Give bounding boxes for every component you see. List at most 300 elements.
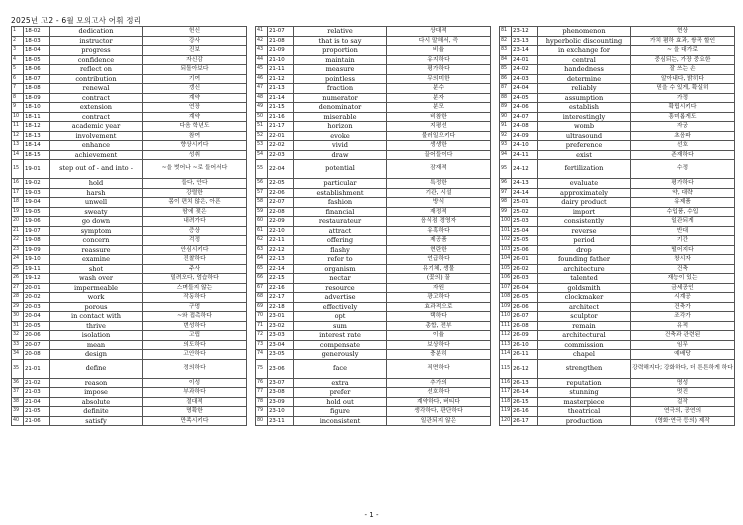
vocab-row	[256, 388, 491, 398]
vocab-row	[500, 340, 735, 350]
english-word: reassure	[50, 245, 143, 255]
item-code: 22-02	[268, 141, 294, 151]
row-number: 100	[500, 217, 512, 227]
item-code: 24-13	[512, 179, 538, 189]
english-word: consistently	[538, 217, 631, 227]
english-word: satisfy	[50, 416, 143, 426]
korean-meaning: 강렬한	[143, 188, 247, 198]
vocab-row	[12, 74, 247, 84]
row-number: 103	[500, 245, 512, 255]
row-number: 94	[500, 150, 512, 160]
korean-meaning: 잘 쓰는 손	[631, 65, 735, 75]
vocab-row	[12, 283, 247, 293]
row-number: 58	[256, 198, 268, 208]
row-number: 28	[12, 293, 24, 303]
item-code: 18-04	[24, 46, 50, 56]
row-number: 87	[500, 84, 512, 94]
korean-meaning: 평가하다	[387, 65, 491, 75]
english-word: renewal	[50, 84, 143, 94]
row-number: 57	[256, 188, 268, 198]
english-word: organism	[294, 264, 387, 274]
korean-meaning: 현란한	[387, 245, 491, 255]
vocab-row	[256, 331, 491, 341]
row-number: 110	[500, 312, 512, 322]
korean-meaning: 건축가	[631, 302, 735, 312]
korean-meaning: 시계공	[631, 293, 735, 303]
vocab-row	[500, 198, 735, 208]
row-number: 73	[256, 340, 268, 350]
english-word: enhance	[50, 141, 143, 151]
korean-meaning: 건축	[631, 264, 735, 274]
english-word: advertise	[294, 293, 387, 303]
item-code: 24-01	[512, 55, 538, 65]
row-number: 113	[500, 340, 512, 350]
korean-meaning: 강력해지다; 강화하다, 더 튼튼하게 하다	[631, 359, 735, 378]
korean-meaning: 되돌아보다	[143, 65, 247, 75]
vocab-row	[12, 217, 247, 227]
row-number: 102	[500, 236, 512, 246]
vocab-row	[12, 340, 247, 350]
vocab-row	[500, 302, 735, 312]
row-number: 111	[500, 321, 512, 331]
english-word: symptom	[50, 226, 143, 236]
row-number: 20	[12, 217, 24, 227]
row-number: 106	[500, 274, 512, 284]
vocab-row	[500, 321, 735, 331]
row-number: 22	[12, 236, 24, 246]
row-number: 49	[256, 103, 268, 113]
english-word: hyperbolic discounting	[538, 36, 631, 46]
vocab-row	[256, 264, 491, 274]
vocab-row	[256, 84, 491, 94]
row-number: 98	[500, 198, 512, 208]
item-code: 26-12	[512, 359, 538, 378]
english-word: resource	[294, 283, 387, 293]
item-code: 24-04	[512, 84, 538, 94]
vocab-row	[256, 302, 491, 312]
vocab-row	[12, 93, 247, 103]
vocab-row	[256, 217, 491, 227]
row-number: 85	[500, 65, 512, 75]
vocab-row	[256, 378, 491, 388]
vocab-row	[500, 65, 735, 75]
vocab-table	[499, 26, 735, 426]
row-number: 82	[500, 36, 512, 46]
korean-meaning: 존재하다	[631, 150, 735, 160]
item-code: 22-05	[268, 179, 294, 189]
korean-meaning: 진찰하다	[143, 255, 247, 265]
item-code: 21-02	[24, 378, 50, 388]
row-number: 60	[256, 217, 268, 227]
item-code: 20-05	[24, 321, 50, 331]
row-number: 54	[256, 150, 268, 160]
row-number: 5	[12, 65, 24, 75]
row-number: 39	[12, 407, 24, 417]
vocab-row	[500, 207, 735, 217]
korean-meaning: 잠재적	[387, 160, 491, 179]
row-number: 108	[500, 293, 512, 303]
english-word: offering	[294, 236, 387, 246]
korean-meaning: 약, 대략	[631, 188, 735, 198]
korean-meaning: 의도하다	[143, 340, 247, 350]
item-code: 21-01	[24, 359, 50, 378]
item-code: 24-10	[512, 141, 538, 151]
vocab-row	[12, 274, 247, 284]
korean-meaning: 비참한	[387, 112, 491, 122]
korean-meaning: 임무	[631, 340, 735, 350]
korean-meaning: 연극의, 공연의	[631, 407, 735, 417]
row-number: 107	[500, 283, 512, 293]
korean-meaning: 유지하다	[387, 55, 491, 65]
item-code: 21-07	[268, 27, 294, 37]
item-code: 23-09	[268, 397, 294, 407]
korean-meaning: 계약	[143, 93, 247, 103]
vocab-row	[256, 350, 491, 360]
english-word: draw	[294, 150, 387, 160]
korean-meaning: 선호하다	[387, 388, 491, 398]
english-word: architect	[538, 302, 631, 312]
item-code: 18-08	[24, 84, 50, 94]
row-number: 15	[12, 160, 24, 179]
vocab-row	[500, 36, 735, 46]
row-number: 70	[256, 312, 268, 322]
item-code: 22-06	[268, 188, 294, 198]
korean-meaning: 조각가	[631, 312, 735, 322]
row-number: 104	[500, 255, 512, 265]
row-number: 97	[500, 188, 512, 198]
vocab-row	[256, 141, 491, 151]
row-number: 68	[256, 293, 268, 303]
english-word: financial	[294, 207, 387, 217]
vocab-row	[12, 103, 247, 113]
korean-meaning: 이성	[143, 378, 247, 388]
row-number: 92	[500, 131, 512, 141]
english-word: step out of - and into -	[50, 160, 143, 179]
item-code: 21-17	[268, 122, 294, 132]
korean-meaning: 현상	[631, 27, 735, 37]
english-word: impose	[50, 388, 143, 398]
english-word: approximately	[538, 188, 631, 198]
vocab-row	[12, 122, 247, 132]
vocab-row	[256, 46, 491, 56]
korean-meaning: 유혹하다	[387, 226, 491, 236]
english-word: compensate	[294, 340, 387, 350]
row-number: 93	[500, 141, 512, 151]
vocab-row	[256, 93, 491, 103]
vocab-row	[12, 302, 247, 312]
row-number: 59	[256, 207, 268, 217]
korean-meaning: 비율	[387, 46, 491, 56]
item-code: 18-13	[24, 131, 50, 141]
item-code: 20-07	[24, 340, 50, 350]
vocab-column-3	[499, 26, 735, 426]
vocab-row	[500, 188, 735, 198]
row-number: 23	[12, 245, 24, 255]
korean-meaning: 제공품	[387, 236, 491, 246]
korean-meaning: 들다, 안다	[143, 179, 247, 189]
item-code: 26-09	[512, 331, 538, 341]
english-word: contract	[50, 93, 143, 103]
row-number: 14	[12, 150, 24, 160]
item-code: 21-10	[268, 55, 294, 65]
vocab-row	[500, 112, 735, 122]
item-code: 18-02	[24, 27, 50, 37]
vocab-row	[256, 236, 491, 246]
english-word: architectural	[538, 331, 631, 341]
item-code: 21-13	[268, 84, 294, 94]
row-number: 105	[500, 264, 512, 274]
row-number: 26	[12, 274, 24, 284]
vocab-row	[12, 27, 247, 37]
vocab-row	[12, 378, 247, 388]
row-number: 24	[12, 255, 24, 265]
korean-meaning: 정의하다	[143, 359, 247, 378]
item-code: 19-04	[24, 198, 50, 208]
item-code: 23-11	[268, 416, 294, 426]
english-word: evaluate	[538, 179, 631, 189]
vocab-row	[500, 245, 735, 255]
item-code: 18-11	[24, 112, 50, 122]
item-code: 22-03	[268, 150, 294, 160]
english-word: hold out	[294, 397, 387, 407]
vocab-row	[500, 226, 735, 236]
korean-meaning: 이율	[387, 331, 491, 341]
english-word: attract	[294, 226, 387, 236]
row-number: 120	[500, 416, 512, 426]
english-word: strengthen	[538, 359, 631, 378]
item-code: 24-06	[512, 103, 538, 113]
vocab-row	[500, 27, 735, 37]
item-code: 22-11	[268, 236, 294, 246]
row-number: 37	[12, 388, 24, 398]
english-word: fraction	[294, 84, 387, 94]
english-word: impermeable	[50, 283, 143, 293]
vocab-row	[500, 293, 735, 303]
english-word: establish	[538, 103, 631, 113]
korean-meaning: 택하다	[387, 312, 491, 322]
korean-meaning: 방식	[387, 198, 491, 208]
english-word: achievement	[50, 150, 143, 160]
row-number: 90	[500, 112, 512, 122]
item-code: 21-03	[24, 388, 50, 398]
row-number: 95	[500, 160, 512, 179]
vocab-row	[12, 255, 247, 265]
english-word: preference	[538, 141, 631, 151]
korean-meaning: 강사	[143, 36, 247, 46]
vocab-row	[12, 131, 247, 141]
item-code: 22-14	[268, 264, 294, 274]
vocab-row	[12, 188, 247, 198]
korean-meaning: 고립	[143, 331, 247, 341]
row-number: 67	[256, 283, 268, 293]
row-number: 114	[500, 350, 512, 360]
english-word: theatrical	[538, 407, 631, 417]
korean-meaning: 유제품	[631, 198, 735, 208]
korean-meaning: 음식점 경영자	[387, 217, 491, 227]
item-code: 18-03	[24, 36, 50, 46]
vocab-row	[256, 74, 491, 84]
item-code: 18-09	[24, 93, 50, 103]
item-code: 18-06	[24, 65, 50, 75]
english-word: reliably	[538, 84, 631, 94]
english-word: stunning	[538, 388, 631, 398]
korean-meaning: 계약	[143, 112, 247, 122]
vocab-row	[256, 407, 491, 417]
korean-meaning: 선호	[631, 141, 735, 151]
vocab-row	[256, 150, 491, 160]
row-number: 27	[12, 283, 24, 293]
item-code: 24-05	[512, 93, 538, 103]
row-number: 35	[12, 359, 24, 378]
vocab-row	[500, 397, 735, 407]
vocab-row	[500, 378, 735, 388]
item-code: 26-16	[512, 407, 538, 417]
korean-meaning: 알아내다, 밝히다	[631, 74, 735, 84]
korean-meaning: 생각하다, 판단하다	[387, 407, 491, 417]
korean-meaning: 유기체, 생물	[387, 264, 491, 274]
korean-meaning: 다음 학년도	[143, 122, 247, 132]
item-code: 20-02	[24, 293, 50, 303]
row-number: 25	[12, 264, 24, 274]
item-code: 24-12	[512, 160, 538, 179]
vocab-row	[12, 160, 247, 179]
korean-meaning: 번성하다	[143, 321, 247, 331]
korean-meaning: 참여	[143, 131, 247, 141]
vocab-row	[256, 55, 491, 65]
english-word: nectar	[294, 274, 387, 284]
english-word: production	[538, 416, 631, 426]
korean-meaning: 보상하다	[387, 340, 491, 350]
item-code: 24-03	[512, 74, 538, 84]
row-number: 81	[500, 27, 512, 37]
english-word: vivid	[294, 141, 387, 151]
row-number: 21	[12, 226, 24, 236]
english-word: reputation	[538, 378, 631, 388]
row-number: 48	[256, 93, 268, 103]
row-number: 116	[500, 378, 512, 388]
row-number: 3	[12, 46, 24, 56]
item-code: 25-06	[512, 245, 538, 255]
english-word: assumption	[538, 93, 631, 103]
vocab-row	[12, 226, 247, 236]
vocab-row	[500, 236, 735, 246]
korean-meaning: 예배당	[631, 350, 735, 360]
korean-meaning: 흥미롭게도	[631, 112, 735, 122]
english-word: shot	[50, 264, 143, 274]
korean-meaning: 작동하다	[143, 293, 247, 303]
row-number: 88	[500, 93, 512, 103]
english-word: face	[294, 359, 387, 378]
korean-meaning: 증상	[143, 226, 247, 236]
vocab-row	[256, 226, 491, 236]
row-number: 119	[500, 407, 512, 417]
vocab-row	[12, 55, 247, 65]
item-code: 26-02	[512, 264, 538, 274]
row-number: 2	[12, 36, 24, 46]
item-code: 22-12	[268, 245, 294, 255]
item-code: 22-18	[268, 302, 294, 312]
korean-meaning: 내려가다	[143, 217, 247, 227]
english-word: horizon	[294, 122, 387, 132]
korean-meaning: 충분히	[387, 350, 491, 360]
vocab-row	[500, 407, 735, 417]
item-code: 26-03	[512, 274, 538, 284]
item-code: 26-14	[512, 388, 538, 398]
vocab-row	[500, 150, 735, 160]
korean-meaning: 추가의	[387, 378, 491, 388]
korean-meaning: 재능이 있는	[631, 274, 735, 284]
english-word: ultrasound	[538, 131, 631, 141]
korean-meaning: (영화·연극 등의) 제작	[631, 416, 735, 426]
english-word: extension	[50, 103, 143, 113]
vocab-row	[256, 160, 491, 179]
row-number: 89	[500, 103, 512, 113]
english-word: period	[538, 236, 631, 246]
korean-meaning: 가정	[631, 93, 735, 103]
row-number: 13	[12, 141, 24, 151]
row-number: 61	[256, 226, 268, 236]
korean-meaning: 고안하다	[143, 350, 247, 360]
english-word: absolute	[50, 397, 143, 407]
vocab-row	[12, 141, 247, 151]
vocab-row	[500, 103, 735, 113]
row-number: 17	[12, 188, 24, 198]
english-word: porous	[50, 302, 143, 312]
english-word: miserable	[294, 112, 387, 122]
item-code: 26-11	[512, 350, 538, 360]
row-number: 40	[12, 416, 24, 426]
english-word: drop	[538, 245, 631, 255]
item-code: 23-08	[268, 388, 294, 398]
korean-meaning: 진보	[143, 46, 247, 56]
row-number: 46	[256, 74, 268, 84]
english-word: establishment	[294, 188, 387, 198]
vocab-row	[12, 321, 247, 331]
korean-meaning: 기여	[143, 74, 247, 84]
korean-meaning: 일관되게	[631, 217, 735, 227]
korean-meaning: 다시 말해서, 즉	[387, 36, 491, 46]
english-word: import	[538, 207, 631, 217]
english-word: womb	[538, 122, 631, 132]
korean-meaning: 부과하다	[143, 388, 247, 398]
row-number: 11	[12, 122, 24, 132]
row-number: 45	[256, 65, 268, 75]
korean-meaning: 분자	[387, 93, 491, 103]
korean-meaning: 자신감	[143, 55, 247, 65]
english-word: commission	[538, 340, 631, 350]
item-code: 20-08	[24, 350, 50, 360]
row-number: 115	[500, 359, 512, 378]
english-word: mean	[50, 340, 143, 350]
item-code: 22-07	[268, 198, 294, 208]
english-word: sweaty	[50, 207, 143, 217]
korean-meaning: (꽃의) 꿀	[387, 274, 491, 284]
item-code: 25-01	[512, 198, 538, 208]
english-word: isolation	[50, 331, 143, 341]
row-number: 19	[12, 207, 24, 217]
korean-meaning: 반대	[631, 226, 735, 236]
row-number: 55	[256, 160, 268, 179]
item-code: 18-15	[24, 150, 50, 160]
item-code: 23-12	[512, 27, 538, 37]
row-number: 50	[256, 112, 268, 122]
korean-meaning: 멋진	[631, 388, 735, 398]
english-word: work	[50, 293, 143, 303]
english-word: handedness	[538, 65, 631, 75]
row-number: 29	[12, 302, 24, 312]
item-code: 21-11	[268, 65, 294, 75]
item-code: 19-10	[24, 255, 50, 265]
